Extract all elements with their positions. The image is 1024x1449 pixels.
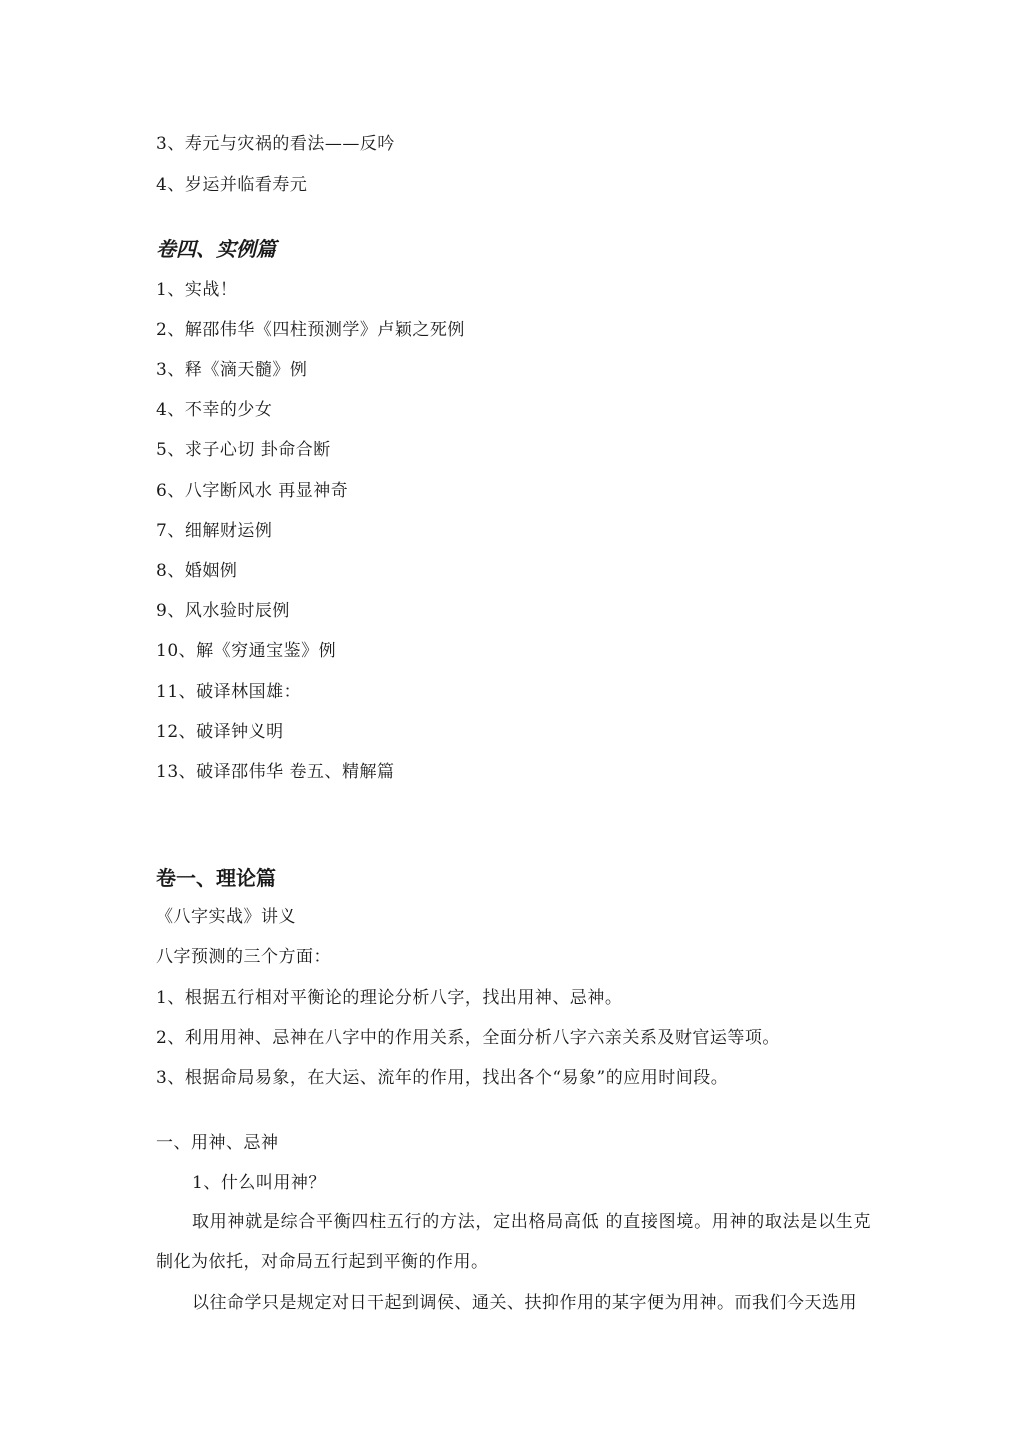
toc-item: 6、八字断风水 再显神奇 xyxy=(156,481,349,501)
toc-item: 7、细解财运例 xyxy=(156,521,273,541)
body-paragraph: 取用神就是综合平衡四柱五行的方法，定出格局高低 的直接图境。用神的取法是以生克制化为依托，对命局五行起到平衡的作用。 xyxy=(156,1212,871,1272)
toc-item: 3、寿元与灾祸的看法——反吟 xyxy=(156,134,395,154)
section-heading-vol4: 卷四、实例篇 xyxy=(156,237,276,261)
toc-item: 3、释《滴天髓》例 xyxy=(156,360,308,380)
toc-item: 1、实战！ xyxy=(156,280,238,300)
toc-item: 4、岁运并临看寿元 xyxy=(156,175,308,195)
point-item: 3、根据命局易象，在大运、流年的作用，找出各个“易象”的应用时间段。 xyxy=(156,1068,729,1088)
section-title: 一、用神、忌神 xyxy=(156,1133,279,1153)
point-item: 2、利用用神、忌神在八字中的作用关系，全面分析八字六亲关系及财官运等项。 xyxy=(156,1028,780,1048)
toc-item: 8、婚姻例 xyxy=(156,561,238,581)
toc-item: 13、破译邵伟华 卷五、精解篇 xyxy=(156,762,395,782)
toc-item: 5、求子心切 卦命合断 xyxy=(156,440,331,460)
body-paragraph: 以往命学只是规定对日干起到调侯、通关、扶抑作用的某字便为用神。而我们今天选用 xyxy=(192,1293,857,1313)
toc-item: 4、不幸的少女 xyxy=(156,400,273,420)
subsection-title: 1、什么叫用神？ xyxy=(192,1173,326,1193)
toc-item: 10、解《穷通宝鉴》例 xyxy=(156,641,337,661)
section-heading-vol1: 卷一、理论篇 xyxy=(156,866,276,890)
intro-text: 八字预测的三个方面： xyxy=(156,947,331,967)
lecture-title: 《八字实战》讲义 xyxy=(156,907,296,927)
toc-item: 2、解邵伟华《四柱预测学》卢颖之死例 xyxy=(156,320,465,340)
toc-item: 9、风水验时辰例 xyxy=(156,601,290,621)
toc-item: 11、破译林国雄： xyxy=(156,682,302,702)
toc-item: 12、破译钟义明 xyxy=(156,722,284,742)
point-item: 1、根据五行相对平衡论的理论分析八字，找出用神、忌神。 xyxy=(156,988,623,1008)
